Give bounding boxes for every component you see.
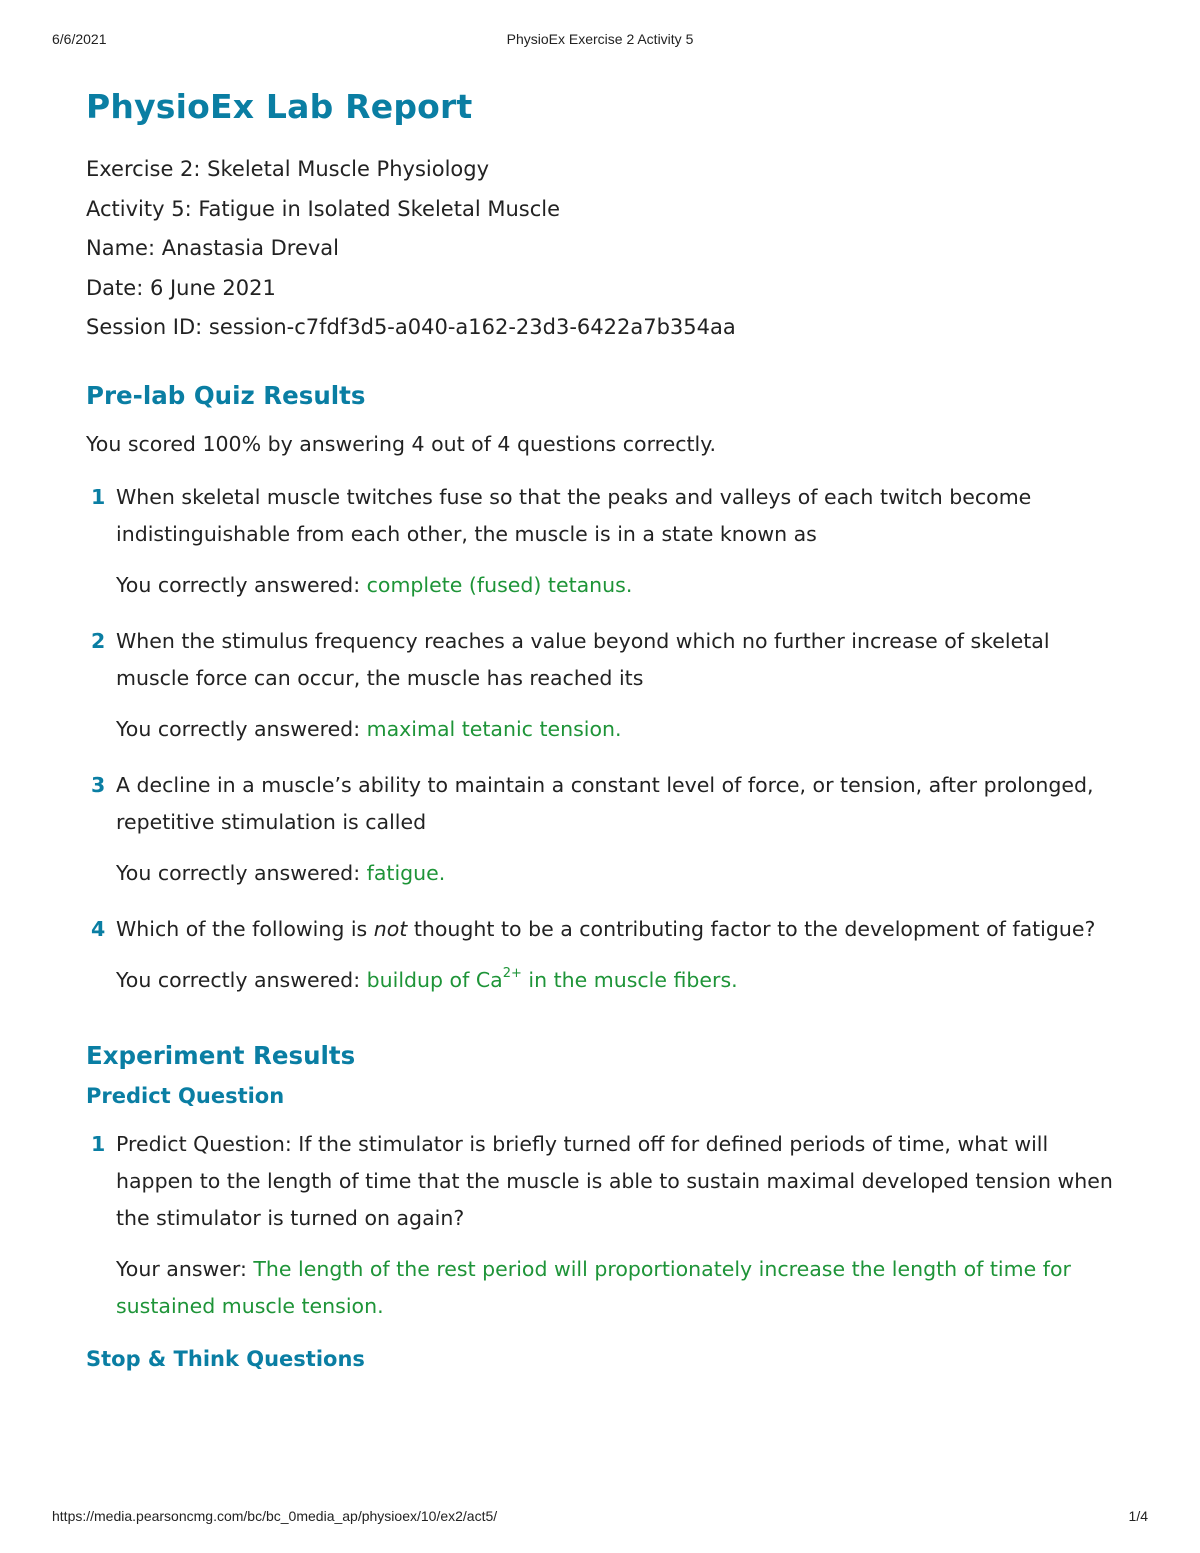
page-title: PhysioEx Lab Report — [86, 87, 473, 126]
print-header — [52, 31, 1148, 51]
report-content — [86, 84, 1126, 1374]
answer-prefix: Your answer: — [116, 1256, 254, 1281]
answer-value: The length of the rest period will proportionately increase the length of time for sustained muscle tension. — [116, 1256, 1071, 1318]
answer-value: maximal tetanic tension. — [366, 716, 622, 741]
print-footer — [52, 1508, 1148, 1528]
question-text: A decline in a muscle’s ability to maintain a constant level of force, or tension, after prolonged, repetitive stimulation is called — [116, 772, 1094, 834]
answer-part: in the muscle fibers. — [521, 967, 738, 992]
experiment-heading: Experiment Results — [86, 1040, 356, 1070]
date-line: Date: 6 June 2021 — [86, 275, 276, 300]
page-number: 1/4 — [1128, 1508, 1148, 1524]
question-answer — [116, 711, 1126, 748]
predict-question — [86, 1126, 1126, 1325]
print-date: 6/6/2021 — [52, 31, 107, 47]
answer-value — [366, 965, 738, 992]
question-answer — [116, 567, 1126, 604]
question-number: 3 — [91, 772, 106, 797]
stop-think-heading: Stop & Think Questions — [86, 1346, 365, 1371]
answer-value: complete (fused) tetanus. — [366, 572, 633, 597]
quiz-question — [86, 623, 1126, 748]
question-text: Predict Question: If the stimulator is briefly turned off for defined periods of time, what will happen to the length of time that the muscle is able to sustain maximal developed tension when the stimulator is turned on again? — [116, 1131, 1113, 1230]
question-text: When the stimulus frequency reaches a value beyond which no further increase of skeletal muscle force can occur, the muscle has reached its — [116, 628, 1050, 690]
quiz-question — [86, 767, 1126, 892]
question-text-part: Which of the following is — [116, 916, 374, 941]
name-line: Name: Anastasia Dreval — [86, 236, 340, 260]
question-text: When skeletal muscle twitches fuse so that the peaks and valleys of each twitch become indistinguishable from each other, the muscle is in a state known as — [116, 484, 1032, 546]
answer-value: fatigue. — [366, 860, 446, 885]
session-line: Session ID: session-c7fdf3d5-a040-a162-23d3-6422a7b354aa — [86, 315, 736, 339]
answer-prefix: You correctly answered: — [116, 967, 367, 992]
print-url: https://media.pearsoncmg.com/bc/bc_0media_ap/physioex/10/ex2/act5/ — [52, 1508, 498, 1524]
question-number: 4 — [91, 916, 106, 941]
question-text-part: thought to be a contributing factor to the development of fatigue? — [407, 916, 1096, 941]
answer-prefix: You correctly answered: — [116, 572, 367, 597]
quiz-question — [86, 479, 1126, 604]
answer-prefix: You correctly answered: — [116, 716, 367, 741]
answer-prefix: You correctly answered: — [116, 860, 367, 885]
report-meta — [86, 150, 1126, 348]
answer-part: buildup of Ca — [366, 967, 503, 992]
question-answer — [116, 1251, 1126, 1325]
prelab-heading: Pre-lab Quiz Results — [86, 380, 366, 410]
question-answer — [116, 962, 1126, 999]
question-text — [116, 911, 1126, 948]
activity-line: Activity 5: Fatigue in Isolated Skeletal Muscle — [86, 196, 561, 221]
question-number: 1 — [91, 1131, 106, 1156]
question-emphasis: not — [373, 916, 408, 941]
exercise-line: Exercise 2: Skeletal Muscle Physiology — [86, 157, 490, 181]
predict-heading: Predict Question — [86, 1083, 285, 1108]
question-answer — [116, 855, 1126, 892]
answer-superscript: 2+ — [502, 965, 522, 981]
prelab-score: You scored 100% by answering 4 out of 4 questions correctly. — [86, 431, 716, 456]
question-number: 2 — [91, 628, 106, 653]
print-title: PhysioEx Exercise 2 Activity 5 — [506, 31, 694, 47]
question-number: 1 — [91, 484, 106, 509]
quiz-question — [86, 911, 1126, 999]
